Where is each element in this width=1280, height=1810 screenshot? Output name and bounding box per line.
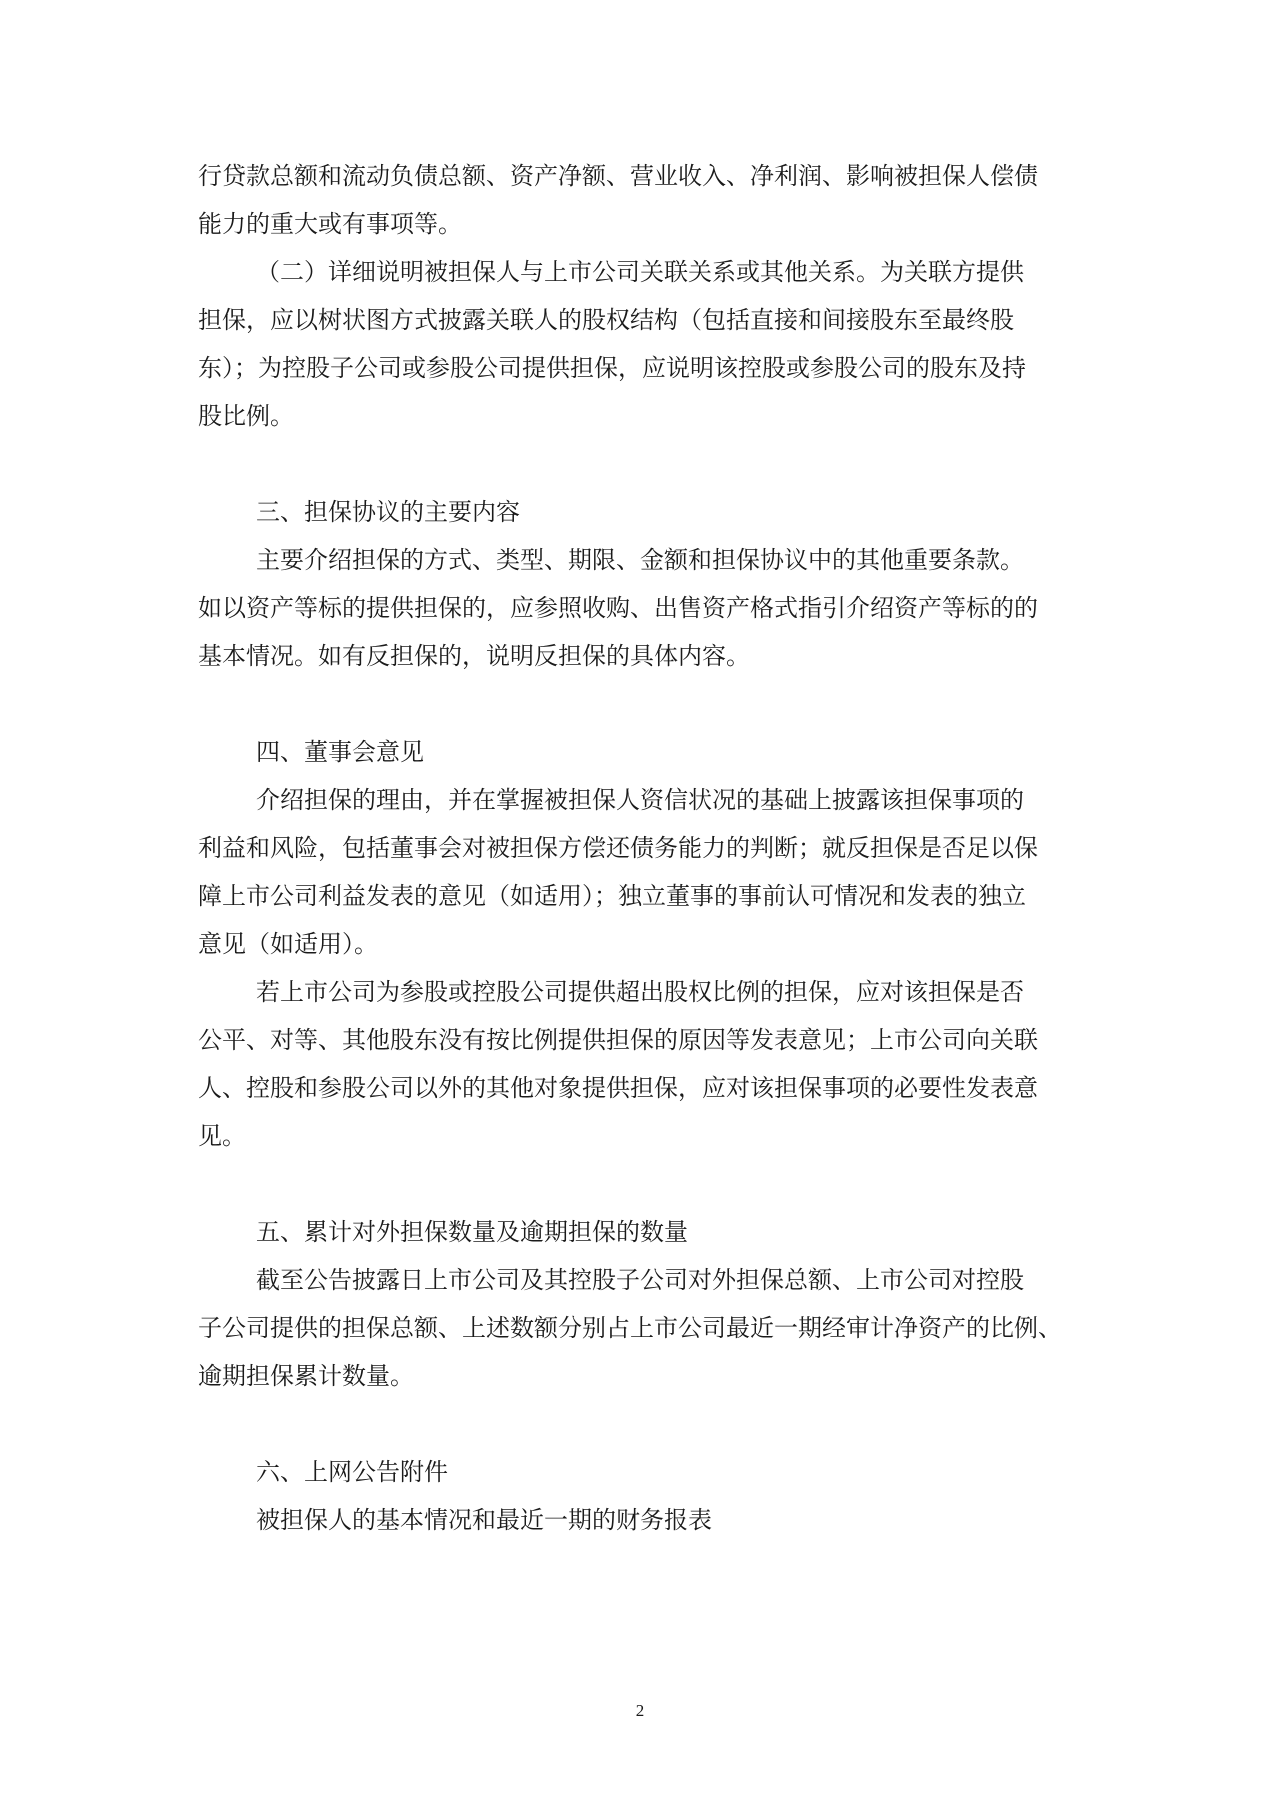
paragraph-line: 介绍担保的理由，并在掌握被担保人资信状况的基础上披露该担保事项的 — [256, 786, 1024, 814]
paragraph-line: 障上市公司利益发表的意见（如适用）；独立董事的事前认可情况和发表的独立 — [198, 882, 1026, 910]
paragraph-line: 利益和风险，包括董事会对被担保方偿还债务能力的判断；就反担保是否足以保 — [198, 834, 1038, 862]
paragraph-line: （二）详细说明被担保人与上市公司关联关系或其他关系。为关联方提供 — [256, 258, 1024, 286]
section-gap — [198, 680, 1098, 728]
section-3 — [198, 488, 1098, 680]
section-heading: 四、董事会意见 — [256, 738, 424, 766]
paragraph-line: 人、控股和参股公司以外的其他对象提供担保，应对该担保事项的必要性发表意 — [198, 1074, 1038, 1102]
section-gap — [198, 1160, 1098, 1208]
paragraph-line: 股比例。 — [198, 402, 294, 430]
section-gap — [198, 1400, 1098, 1448]
paragraph-line: 若上市公司为参股或控股公司提供超出股权比例的担保，应对该担保是否 — [256, 978, 1024, 1006]
section-6 — [198, 1448, 1098, 1544]
paragraph-line: 逾期担保累计数量。 — [198, 1362, 414, 1390]
paragraph-line: 能力的重大或有事项等。 — [198, 210, 462, 238]
section-5 — [198, 1208, 1098, 1400]
paragraph-line: 如以资产等标的提供担保的，应参照收购、出售资产格式指引介绍资产等标的的 — [198, 594, 1038, 622]
paragraph-line: 主要介绍担保的方式、类型、期限、金额和担保协议中的其他重要条款。 — [256, 546, 1024, 574]
document-body — [198, 152, 1098, 1544]
paragraph-line: 见。 — [198, 1122, 246, 1150]
paragraph-line: 子公司提供的担保总额、上述数额分别占上市公司最近一期经审计净资产的比例、 — [198, 1314, 1062, 1342]
paragraph-line: 基本情况。如有反担保的，说明反担保的具体内容。 — [198, 642, 750, 670]
section-heading: 五、累计对外担保数量及逾期担保的数量 — [256, 1218, 688, 1246]
page-number: 2 — [635, 1701, 645, 1720]
paragraph-line: 东）；为控股子公司或参股公司提供担保，应说明该控股或参股公司的股东及持 — [198, 354, 1026, 382]
section-4 — [198, 728, 1098, 1160]
section-gap — [198, 440, 1098, 488]
section-heading: 三、担保协议的主要内容 — [256, 498, 520, 526]
section-heading: 六、上网公告附件 — [256, 1458, 448, 1486]
section-2-continuation — [198, 152, 1098, 440]
paragraph-line: 公平、对等、其他股东没有按比例提供担保的原因等发表意见；上市公司向关联 — [198, 1026, 1038, 1054]
paragraph-line: 行贷款总额和流动负债总额、资产净额、营业收入、净利润、影响被担保人偿债 — [198, 162, 1038, 190]
paragraph-line: 意见（如适用）。 — [198, 930, 378, 958]
paragraph-line: 截至公告披露日上市公司及其控股子公司对外担保总额、上市公司对控股 — [256, 1266, 1024, 1294]
paragraph-line: 被担保人的基本情况和最近一期的财务报表 — [256, 1506, 712, 1534]
paragraph-line: 担保，应以树状图方式披露关联人的股权结构（包括直接和间接股东至最终股 — [198, 306, 1014, 334]
